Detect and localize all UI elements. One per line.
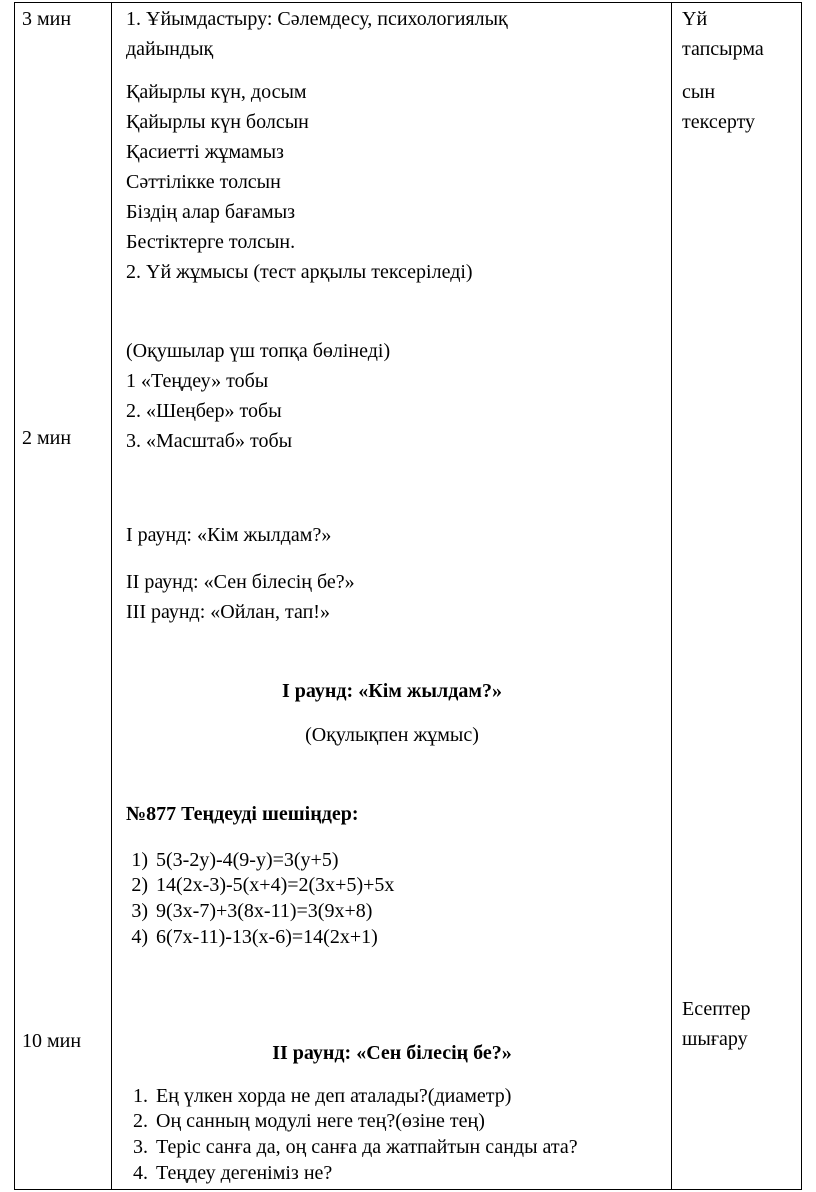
note-tasks-line2: шығару <box>682 1028 748 1050</box>
column-divider-notes <box>671 2 672 1190</box>
poem-line: Бестіктерге толсын. <box>126 231 296 253</box>
time-cell-2: 2 мин <box>22 427 72 449</box>
list-number: 4. <box>133 1162 148 1184</box>
list-number: 1) <box>131 849 148 871</box>
group-line: 1 «Теңдеу» тобы <box>126 370 269 392</box>
list-number: 4) <box>131 926 148 948</box>
poem-line: Біздің алар бағамыз <box>126 201 296 223</box>
equation-text: 6(7x-11)-13(x-6)=14(2x+1) <box>156 926 378 948</box>
note-homework-line1: Үй <box>682 8 708 30</box>
poem-line: Қайырлы күн, досым <box>126 81 307 103</box>
list-number: 3. <box>133 1136 148 1158</box>
round2-title: II раунд: «Сен білесің бе?» <box>272 1042 512 1064</box>
equation-text: 5(3-2y)-4(9-y)=3(y+5) <box>156 849 339 871</box>
question-text: Ең үлкен хорда не деп аталады?(диаметр) <box>156 1085 512 1107</box>
round-line: III раунд: «Ойлан, тап!» <box>126 601 330 623</box>
group-line: (Оқушылар үш топқа бөлінеді) <box>126 340 391 362</box>
question-item <box>120 1158 332 1188</box>
organization-heading-line2: дайындық <box>126 38 214 60</box>
homework-check: 2. Үй жұмысы (тест арқылы тексеріледі) <box>126 261 473 283</box>
list-number: 2. <box>133 1110 148 1132</box>
question-text: Оң санның модулі неге тең?(өзіне тең) <box>156 1110 485 1132</box>
round-line: II раунд: «Сен білесің бе?» <box>126 571 355 593</box>
round1-title: I раунд: «Кім жылдам?» <box>282 680 502 702</box>
round1-subtitle: (Оқулықпен жұмыс) <box>305 724 479 746</box>
column-divider-time <box>111 2 112 1190</box>
list-number: 3) <box>131 900 148 922</box>
note-homework-line2: тапсырма <box>682 38 764 60</box>
note-check-line1: сын <box>682 81 716 103</box>
poem-line: Қайырлы күн болсын <box>126 111 309 133</box>
poem-line: Қасиетті жұмамыз <box>126 141 284 163</box>
note-tasks-line1: Есептер <box>682 998 751 1020</box>
equation-text: 14(2x-3)-5(x+4)=2(3x+5)+5x <box>156 874 395 896</box>
note-check-line2: тексерту <box>682 111 756 133</box>
time-cell-3: 10 мин <box>22 1030 82 1052</box>
task-title: №877 Теңдеуді шешіңдер: <box>126 803 359 825</box>
poem-line: Сәттілікке толсын <box>126 171 281 193</box>
equation-text: 9(3x-7)+3(8x-11)=3(9x+8) <box>156 900 373 922</box>
equation-item <box>120 922 378 952</box>
organization-heading-line1: 1. Ұйымдастыру: Сәлемдесу, психологиялық <box>126 8 508 30</box>
group-line: 2. «Шеңбер» тобы <box>126 400 282 422</box>
list-number: 2) <box>131 874 148 896</box>
list-number: 1. <box>133 1085 148 1107</box>
time-cell-1: 3 мин <box>22 8 72 30</box>
group-line: 3. «Масштаб» тобы <box>126 430 293 452</box>
question-text: Теңдеу дегеніміз не? <box>156 1162 333 1184</box>
question-text: Теріс санға да, оң санға да жатпайтын санды ата? <box>156 1136 578 1158</box>
round-line: I раунд: «Кім жылдам?» <box>126 524 332 546</box>
